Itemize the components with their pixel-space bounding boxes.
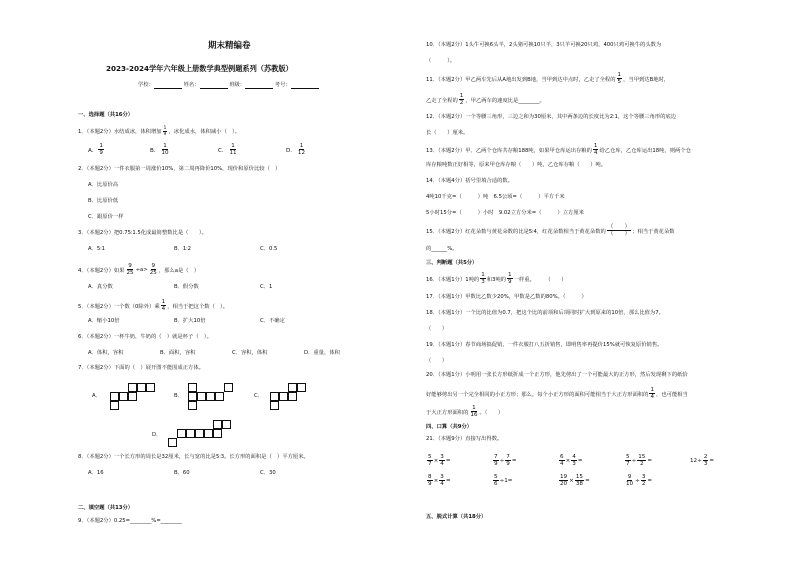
- calc-item[interactable]: 12÷ $\frac{2}{3}$ =: [690, 454, 715, 468]
- calc-item[interactable]: $\frac{6}{4}$ × $\frac{4}{3}$ =: [560, 454, 583, 468]
- q10-text: 10．（本题2分）1头牛可换6头羊，2头猪可换10只羊，3只羊可换20只鸡，400只鸡可换牛的头数为: [426, 42, 662, 48]
- q16-text: 16．（本题1分）1吨的 1 3 和3吨的 1 9 一样重。 （ ）: [426, 272, 567, 286]
- name-field[interactable]: [200, 83, 228, 89]
- q5-option-a[interactable]: A．缩小10倍: [88, 318, 120, 324]
- section-1-title: 一、选择题（共16分）: [78, 112, 134, 118]
- info-fields: [138, 82, 319, 89]
- school-field[interactable]: [154, 83, 182, 89]
- section-5-title: 五、脱式计算（共18分）: [426, 514, 487, 520]
- q3-option-a[interactable]: A．5∶1: [88, 246, 106, 252]
- q1-option-b[interactable]: B． 1 10: [150, 143, 169, 157]
- q18-text: 18．（本题1分）一个比的比值为0.7，把这个比的前项和后项同时扩大到原来的10倍，那么比值为7。: [426, 310, 664, 316]
- q14-line-2[interactable]: 5小时15分=（ ）小时 9.02立方分米=（ ）立方厘米: [426, 210, 584, 216]
- calc-item[interactable]: $\frac{8}{9}$ × $\frac{3}{4}$ =: [428, 474, 451, 488]
- q7-option-d[interactable]: D．: [152, 432, 162, 438]
- q6-option-b[interactable]: B．面积，容积: [160, 350, 196, 356]
- q4-text: 4．（本题2分）如果 9 25 ÷a> 9 25 ，那么a是（ ）: [78, 263, 200, 277]
- q20-text: 20．（本题1分）小明用一张长方形纸折成一个正方形，他先剪出了一个可能最大的正方形，然后发现剩下的纸恰: [426, 372, 688, 378]
- q5-option-c[interactable]: C．不确定: [260, 318, 285, 324]
- q18-answer[interactable]: （ ）: [426, 326, 448, 332]
- q14-line-1[interactable]: 4吨10千克=（ ）吨 6.5公顷=（ ）平方千米: [426, 194, 565, 200]
- q8-option-b[interactable]: B．60: [174, 470, 190, 476]
- calc-item[interactable]: $\frac{9}{10}$ ÷ $\frac{3}{2}$ =: [626, 474, 653, 488]
- class-label: 班级：: [229, 82, 246, 88]
- q1-text: 1．（本题2分）水结成冰，体积增加 $\frac{1}{9}$ ，冰化成水，体积减小（ ）。: [78, 126, 240, 137]
- school-label: 学校：: [138, 82, 154, 88]
- q1-option-c[interactable]: C． 1 11: [218, 143, 237, 157]
- q13-text: 13．（本题2分）甲、乙两个仓库共存粮188吨，如果甲仓库运出存粮的 1 4 给乙仓库，乙仓库运出18吨，则两个仓: [426, 143, 691, 157]
- q3-option-b[interactable]: B．1∶2: [174, 246, 192, 252]
- calc-item[interactable]: $\frac{5}{7}$ ÷ $\frac{15}{2}$ =: [626, 454, 653, 468]
- q4-option-c[interactable]: C．1: [260, 284, 273, 290]
- q8-text: 8．（本题2分）一个长方形的周长是32厘米，长与宽的比是5∶3。长方形的面积是（ ）平方厘米。: [78, 454, 309, 460]
- q5-option-b[interactable]: B．扩大10倍: [174, 318, 206, 324]
- q8-option-c[interactable]: C．30: [260, 470, 276, 476]
- id-label: 考号：: [274, 82, 291, 88]
- section-2-title: 二、填空题（共13分）: [78, 505, 134, 511]
- q21-text: 21．（本题9分）直接写出得数。: [426, 436, 503, 442]
- right-page: [426, 0, 766, 562]
- q2-option-a[interactable]: A．比原价高: [88, 182, 119, 188]
- q7-option-b[interactable]: B．: [174, 393, 183, 399]
- q3-option-c[interactable]: C．0.5: [260, 246, 278, 252]
- q12-text-2[interactable]: 长（ ）厘米。: [426, 130, 469, 136]
- page-title: 期末精编卷: [208, 41, 251, 51]
- q2-option-b[interactable]: B．比原价低: [88, 198, 119, 204]
- q6-option-c[interactable]: C．容积，体积: [232, 350, 268, 356]
- q20-text-3: 于大正方形面积的 1 16 。（ ）: [426, 405, 504, 419]
- q2-option-c[interactable]: C．跟原价一样: [88, 214, 124, 220]
- q14-text: 14．（本题4分）括号里填合适的数。: [426, 178, 513, 184]
- q8-option-a[interactable]: A．16: [88, 470, 104, 476]
- id-field[interactable]: [291, 83, 319, 89]
- section-4-title: 四、口算（共9分）: [426, 424, 473, 430]
- q17-text: 17．（本题1分）甲数比乙数少20%，甲数是乙数的80%。（ ）: [426, 294, 587, 300]
- q11-text-2: 乙走了全程的 1 2 ，甲乙两车的速度比是________。: [426, 93, 545, 107]
- left-page: [78, 0, 384, 562]
- q15-text-2[interactable]: 的______%。: [426, 246, 458, 252]
- calc-item[interactable]: $\frac{5}{6}$ ÷ 1=: [494, 474, 513, 488]
- calc-item[interactable]: $\frac{5}{7}$ × $\frac{3}{4}$ =: [428, 454, 451, 468]
- q6-option-a[interactable]: A．体积，容积: [88, 350, 124, 356]
- page-subtitle: 2023-2024学年六年级上册数学典型例题系列（苏教版）: [106, 64, 293, 73]
- q20-text-2: 好能够剪出另一个完全相同的小正方形；那么，每个小正方形的面积可能相当于大正方形面积的 1 4 ，也可能相当: [426, 387, 688, 401]
- name-label: 姓名：: [183, 82, 200, 88]
- class-field[interactable]: [245, 83, 273, 89]
- q1-option-a[interactable]: A． 1 9: [88, 143, 103, 157]
- q12-text: 12．（本题2分）一个等腰三角形，三边之和为30厘米，其中两条边的长度比为2∶1，这个等腰三角形的底边: [426, 114, 677, 120]
- q9-text[interactable]: 9．（本题2分）0.25=________%=________: [78, 518, 182, 524]
- section-3-title: 三、判断题（共5分）: [426, 260, 478, 266]
- q6-option-d[interactable]: D．重量，体积: [304, 350, 340, 356]
- calc-item[interactable]: $\frac{19}{20}$ × $\frac{15}{38}$ =: [560, 474, 590, 488]
- q1-option-d[interactable]: D． 1 12: [286, 143, 306, 157]
- q19-answer[interactable]: （ ）: [426, 358, 448, 364]
- q13-text-2[interactable]: 库存粮吨数正好相等，原来甲仓库存粮（ ）吨，乙仓库存粮（ ）吨。: [426, 162, 607, 168]
- q5-text: 5．（本题2分）一个数（0除外）乘 1 4 ，相当于把这个数（ ）。: [78, 299, 229, 313]
- calc-item[interactable]: $\frac{7}{9}$ ÷ $\frac{7}{9}$ =: [494, 454, 517, 468]
- q10-answer[interactable]: （ ）。: [426, 58, 456, 64]
- q7-text: 7．（本题2分）下面的（ ）展开图不能围成正方体。: [78, 365, 204, 371]
- q3-text: 3．（本题2分）把0.75∶1.5化成最简整数比是（ ）。: [78, 230, 207, 236]
- q2-text: 2．（本题2分）一件衣服第一周涨价10%，第二周再降价10%，现价和原价比较（ ）: [78, 166, 281, 172]
- q6-text: 6．（本题2分）一杯牛奶，牛奶的（ ）就是杯子（ ）。: [78, 334, 212, 340]
- q7-option-c[interactable]: C．: [254, 393, 263, 399]
- q4-option-a[interactable]: A．真分数: [88, 284, 113, 290]
- q7-option-a[interactable]: A．: [92, 393, 101, 399]
- q19-text: 19．（本题1分）春节商场搞促销，一件衣服打八五折销售，即明售率再提价15%就可恢复原价销售。: [426, 342, 663, 348]
- q11-text: 11．（本题2分）甲乙两车先后从A地出发到B地，当甲到达中点时，乙走了全程的 1 5 ，当甲到达B地时，: [426, 72, 670, 86]
- q15-text: 15．（本题2分）红花朵数与黄花朵数的比是5∶4，红花朵数相当于黄花朵数的 （ ） （ ） ；相当于黄花朵数: [426, 224, 675, 238]
- q4-option-b[interactable]: B．假分数: [174, 284, 199, 290]
